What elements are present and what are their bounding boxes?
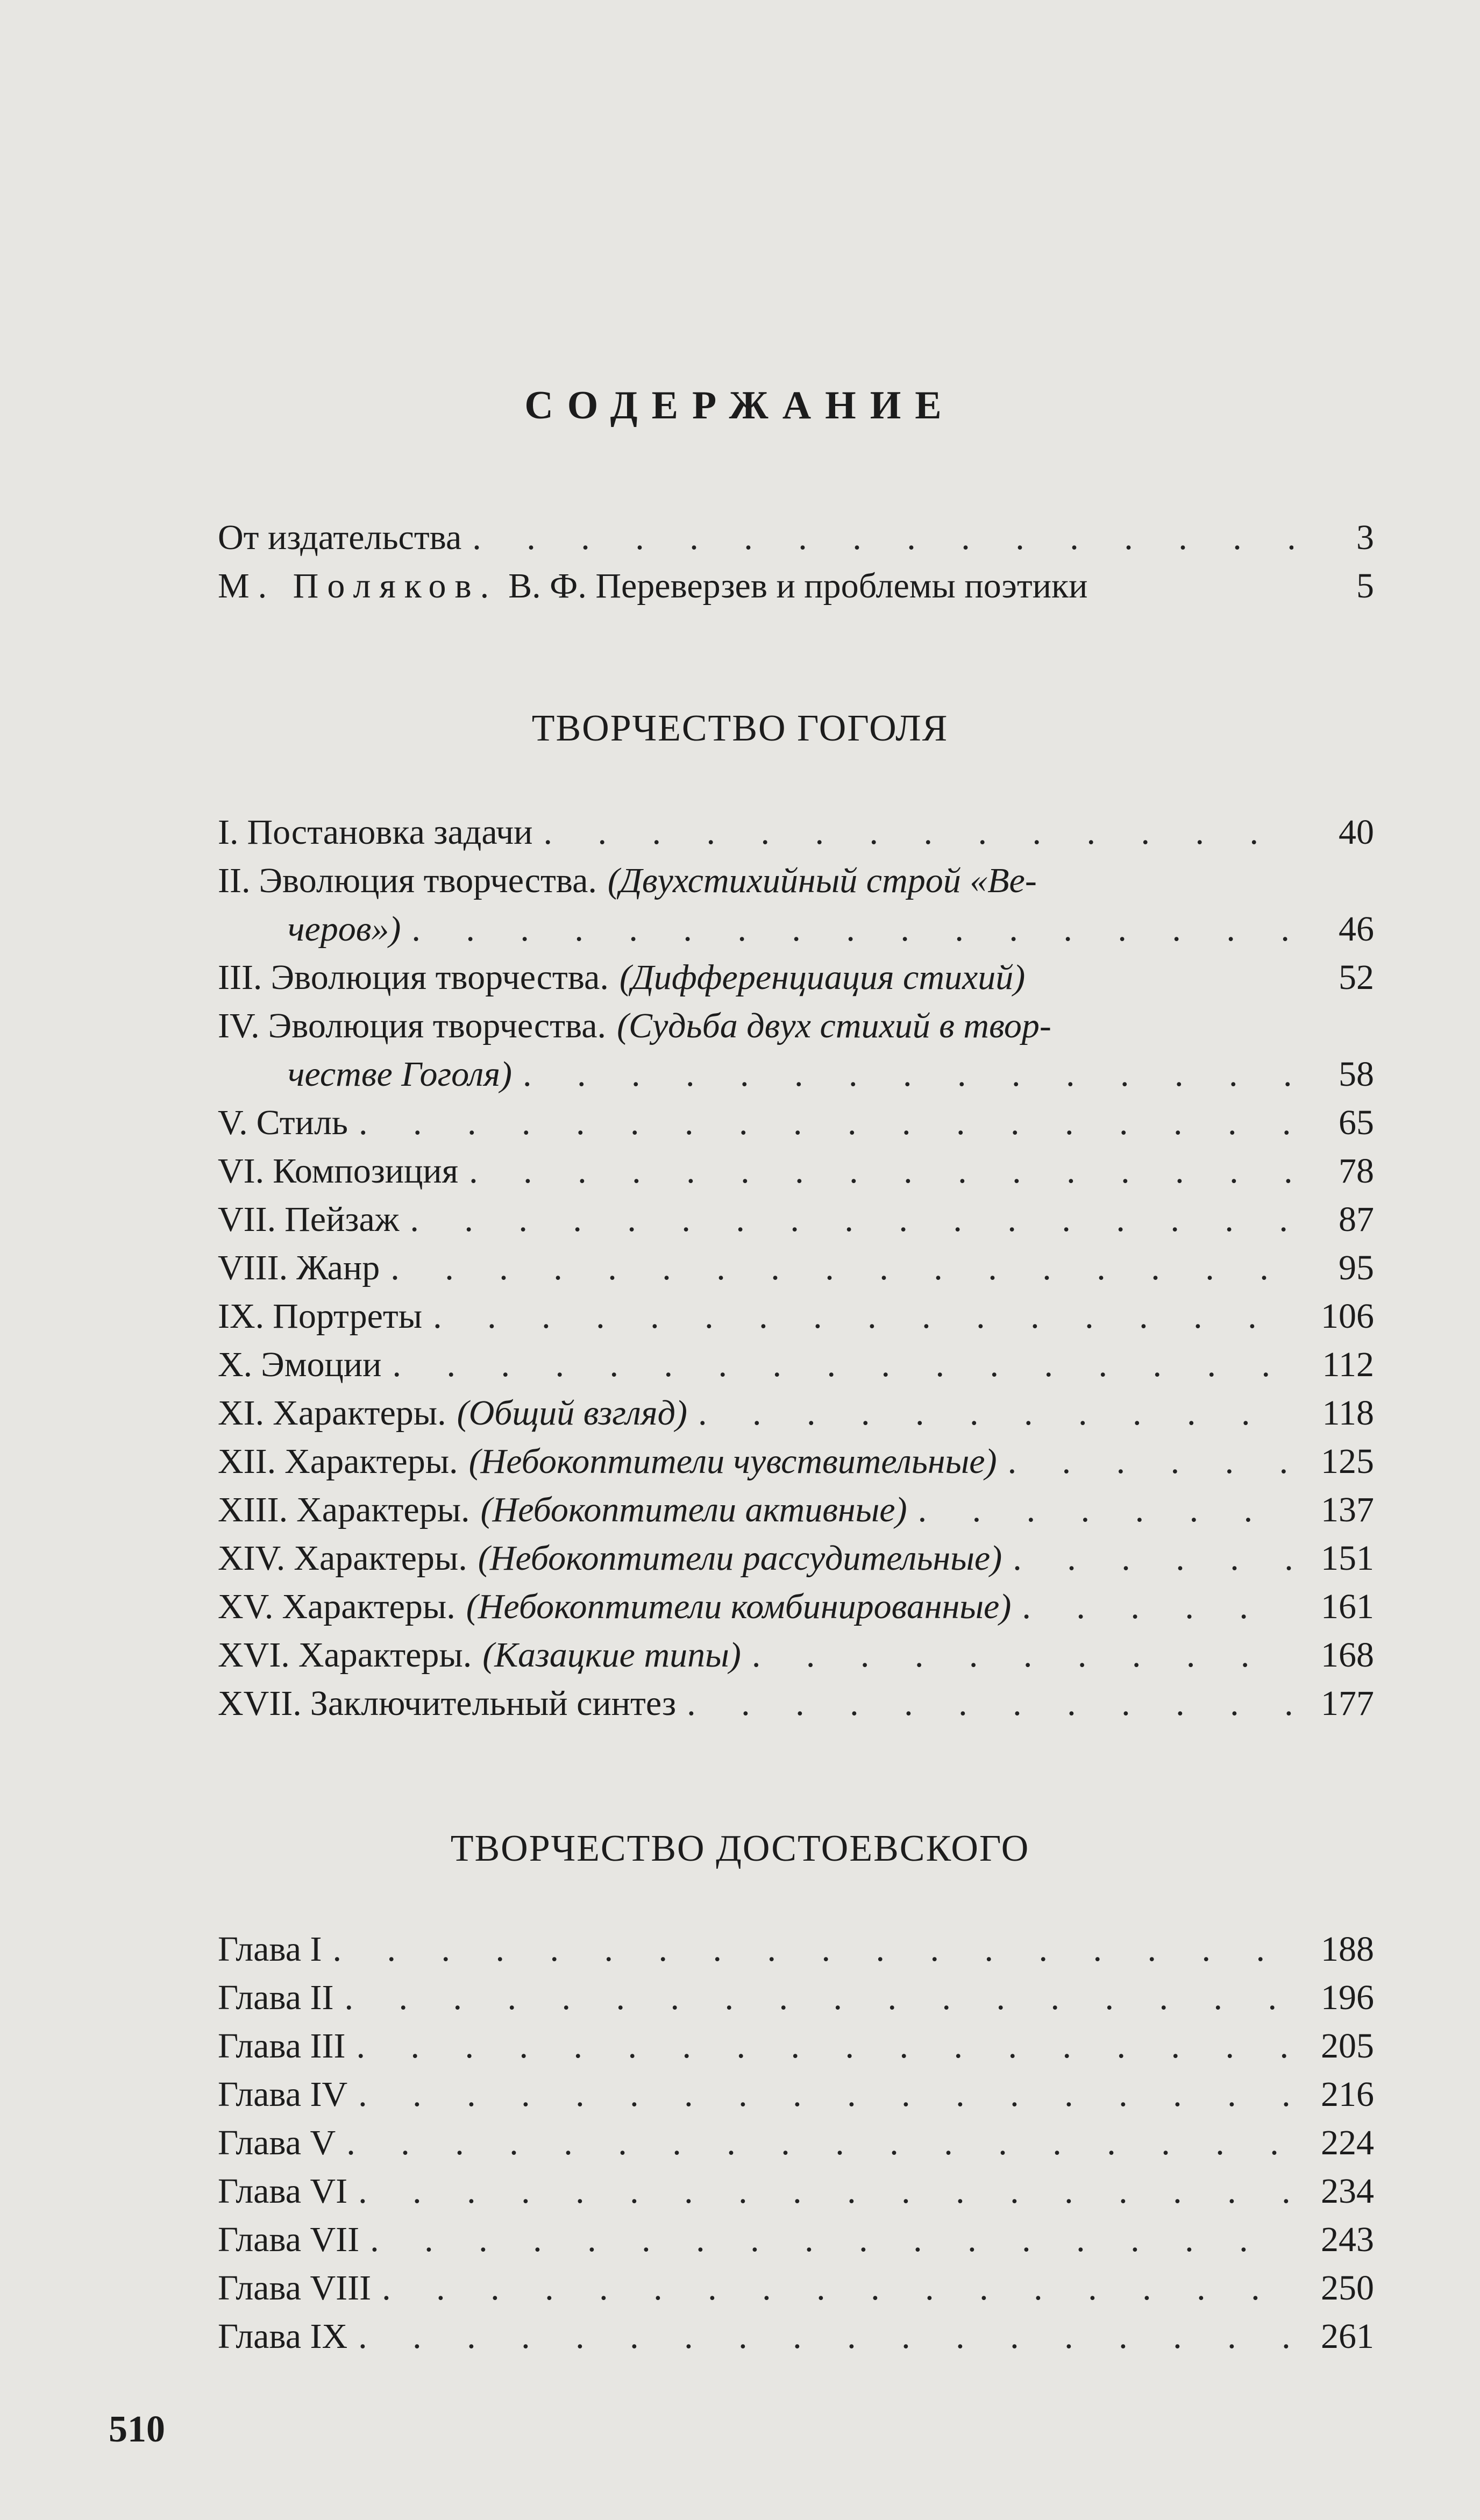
toc-entry (218, 514, 1374, 562)
page-number: 95 (1339, 1248, 1374, 1287)
entry-number: IX. (218, 1297, 265, 1336)
toc-entry (218, 1341, 1374, 1389)
entry-title: Характеры. (282, 1587, 456, 1626)
page-number: 216 (1321, 2075, 1374, 2114)
entry-title: Глава I (218, 1930, 322, 1969)
leader-dots (390, 1244, 1293, 1292)
leader-dots (358, 2070, 1293, 2119)
leader-dots (433, 1292, 1293, 1341)
leader-dots (472, 514, 1293, 562)
toc-entry (218, 1002, 1374, 1050)
entry-title: Пейзаж (284, 1200, 400, 1239)
section-title-dostoevsky: ТВОРЧЕСТВО ДОСТОЕВСКОГО (450, 1828, 1030, 1869)
leader-dots (1022, 1583, 1293, 1631)
entry-title: Характеры. (296, 1490, 470, 1529)
page-number: 177 (1321, 1684, 1374, 1723)
entry-title: Портреты (273, 1297, 423, 1336)
entry-title: Глава IX (218, 2317, 348, 2356)
leader-dots (687, 1679, 1293, 1728)
toc-entry (218, 1437, 1374, 1486)
entry-title: Характеры. (298, 1635, 472, 1675)
entry-number: V. (218, 1103, 248, 1142)
toc-entry (218, 808, 1374, 857)
entry-title: Характеры. (294, 1539, 467, 1578)
page-folio: 510 (109, 2409, 165, 2450)
page-number: 205 (1321, 2026, 1374, 2066)
leader-dots (1008, 1437, 1293, 1486)
page-number: 87 (1339, 1200, 1374, 1239)
leader-dots (392, 1341, 1293, 1389)
entry-subtitle: (Небокоптители активные) (480, 1490, 907, 1529)
toc-entry (218, 1974, 1374, 2022)
entry-title: Глава IV (218, 2075, 348, 2114)
entry-title: Эволюция творчества. (268, 1006, 607, 1045)
entry-subtitle: честве Гоголя) (288, 1055, 512, 1094)
toc-entry (218, 2264, 1374, 2312)
leader-dots (359, 1099, 1293, 1147)
page-number: 196 (1321, 1978, 1374, 2017)
leader-dots (469, 1147, 1293, 1195)
entry-title: Глава VII (218, 2220, 360, 2259)
entry-number: XII. (218, 1442, 276, 1481)
entry-title: Характеры. (273, 1393, 446, 1433)
entry-title: Эволюция творчества. (271, 958, 609, 997)
page-number: 106 (1321, 1297, 1374, 1336)
page-number: 161 (1321, 1587, 1374, 1626)
toc-entry (218, 1631, 1374, 1679)
leader-dots (698, 1389, 1293, 1437)
toc-entry-continuation (218, 1050, 1374, 1099)
entry-subtitle: (Небокоптители рассудительные) (478, 1539, 1002, 1578)
entry-number: III. (218, 958, 262, 997)
toc-entry-continuation (218, 905, 1374, 953)
entry-title: Глава III (218, 2026, 346, 2066)
entry-title: Характеры. (284, 1442, 458, 1481)
entry-number: II. (218, 861, 251, 900)
toc-entry (218, 2312, 1374, 2361)
leader-dots (752, 1631, 1293, 1679)
toc-entry (218, 1583, 1374, 1631)
dostoevsky-list (218, 1925, 1374, 2361)
toc-entry (218, 1534, 1374, 1583)
entry-number: VI. (218, 1151, 265, 1191)
page-number: 125 (1321, 1442, 1374, 1481)
entry-author: М. Поляков. (218, 566, 498, 606)
page-number: 3 (1356, 518, 1374, 557)
page-number: 65 (1339, 1103, 1374, 1142)
entry-title: Эмоции (261, 1345, 382, 1384)
toc-entry (218, 2119, 1374, 2167)
page-number: 137 (1321, 1490, 1374, 1529)
toc-entry (218, 1099, 1374, 1147)
leader-dots (411, 905, 1293, 953)
entry-title: Жанр (296, 1248, 380, 1287)
leader-dots (370, 2216, 1293, 2264)
entry-subtitle: (Общий взгляд) (457, 1393, 687, 1433)
entry-subtitle: (Судьба двух стихий в твор- (617, 1006, 1051, 1045)
page-number: 78 (1339, 1151, 1374, 1191)
toc-entry (218, 2216, 1374, 2264)
toc-entry (218, 2167, 1374, 2216)
leader-dots (382, 2264, 1293, 2312)
toc-entry (218, 1679, 1374, 1728)
page-number: 46 (1339, 909, 1374, 949)
section-title-gogol: ТВОРЧЕСТВО ГОГОЛЯ (531, 708, 949, 749)
leader-dots (358, 2167, 1293, 2216)
entry-subtitle: (Небокоптители чувствительные) (468, 1442, 997, 1481)
entry-number: XV. (218, 1587, 274, 1626)
entry-subtitle: черов») (288, 909, 401, 949)
entry-number: VIII. (218, 1248, 288, 1287)
page-number: 261 (1321, 2317, 1374, 2356)
contents-heading: СОДЕРЖАНИЕ (524, 383, 956, 428)
leader-dots (344, 1974, 1293, 2022)
leader-dots (410, 1195, 1293, 1244)
leader-dots (333, 1925, 1294, 1974)
entry-title: Глава VI (218, 2172, 348, 2211)
entry-title: Стиль (256, 1103, 348, 1142)
leader-dots (1013, 1534, 1293, 1583)
entry-subtitle: (Небокоптители комбинированные) (466, 1587, 1012, 1626)
toc-entry (218, 1925, 1374, 1974)
page-number: 243 (1321, 2220, 1374, 2259)
leader-dots (356, 2022, 1293, 2070)
entry-number: XI. (218, 1393, 265, 1433)
entry-title: От издательства (218, 518, 462, 557)
entry-number: I. (218, 813, 239, 852)
page-number: 234 (1321, 2172, 1374, 2211)
page-number: 168 (1321, 1635, 1374, 1675)
page-number: 188 (1321, 1930, 1374, 1969)
leader-dots (543, 808, 1293, 857)
toc-entry (218, 1147, 1374, 1195)
page-number: 58 (1339, 1055, 1374, 1094)
entry-title: В. Ф. Переверзев и проблемы поэтики (508, 566, 1088, 606)
toc-entry (218, 1486, 1374, 1534)
page-number: 250 (1321, 2268, 1374, 2308)
entry-title: Глава II (218, 1978, 334, 2017)
toc-entry (218, 953, 1374, 1002)
entry-title: Постановка задачи (247, 813, 533, 852)
page-number: 52 (1339, 958, 1374, 997)
entry-number: IV. (218, 1006, 260, 1045)
entry-number: XIV. (218, 1539, 286, 1578)
toc-entry (218, 2022, 1374, 2070)
toc-entry (218, 2070, 1374, 2119)
leader-dots (346, 2119, 1293, 2167)
entry-title: Глава VIII (218, 2268, 372, 2308)
page-number: 224 (1321, 2123, 1374, 2162)
entry-title: Заключительный синтез (310, 1684, 677, 1723)
toc-entry (218, 1389, 1374, 1437)
entry-title: Композиция (273, 1151, 459, 1191)
page-number: 151 (1321, 1539, 1374, 1578)
leader-dots (918, 1486, 1293, 1534)
page-number: 5 (1356, 566, 1374, 606)
toc-entry (218, 857, 1374, 905)
entry-subtitle: (Двухстихийный строй «Ве- (607, 861, 1037, 900)
toc-entry (218, 1292, 1374, 1341)
toc-entry (218, 562, 1374, 610)
entry-number: XIII. (218, 1490, 288, 1529)
gogol-list (218, 808, 1374, 1728)
entry-number: XVII. (218, 1684, 302, 1723)
page-number: 118 (1322, 1393, 1374, 1433)
front-matter-list (218, 514, 1374, 610)
entry-number: VII. (218, 1200, 276, 1239)
leader-dots (358, 2312, 1293, 2361)
page-number: 40 (1339, 813, 1374, 852)
toc-entry (218, 1195, 1374, 1244)
entry-number: X. (218, 1345, 253, 1384)
entry-title: Эволюция творчества. (259, 861, 597, 900)
entry-subtitle: (Казацкие типы) (482, 1635, 741, 1675)
entry-subtitle: (Дифференциация стихий) (619, 958, 1026, 997)
toc-entry (218, 1244, 1374, 1292)
page-number: 112 (1322, 1345, 1374, 1384)
entry-title: Глава V (218, 2123, 336, 2162)
entry-number: XVI. (218, 1635, 290, 1675)
leader-dots (523, 1050, 1293, 1099)
